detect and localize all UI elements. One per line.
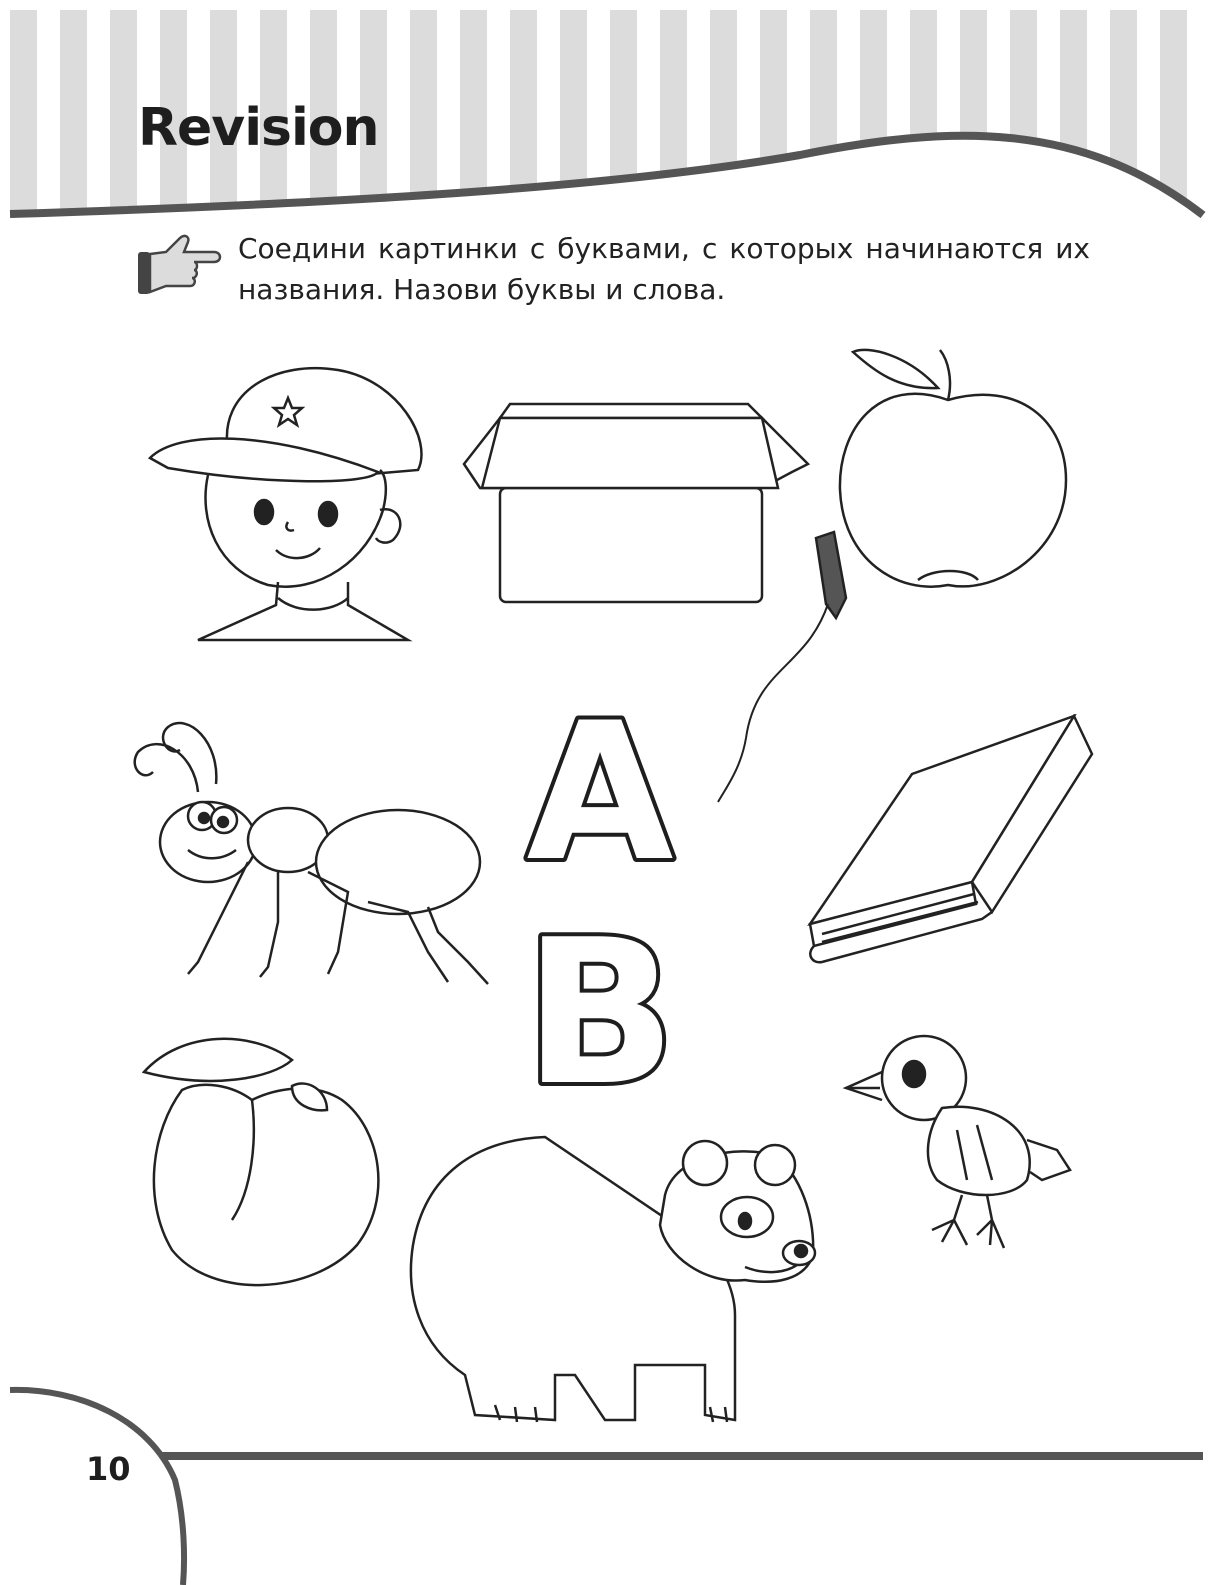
task-instruction: Соедини картинки с буквами, с которых начинаются их названия. Назови буквы и слова.: [238, 232, 1090, 306]
letter-b: B: [523, 900, 677, 1090]
letter-a: A: [526, 700, 674, 880]
letter-b-card: [515, 900, 685, 1090]
pointing-hand-icon: [136, 232, 222, 298]
letter-a-card: [515, 700, 685, 880]
peach-icon: [142, 1030, 390, 1292]
apple-icon: [838, 340, 1068, 595]
bear-icon: [405, 1135, 820, 1430]
book-icon: [802, 714, 1094, 966]
page-number: 10: [86, 1450, 131, 1488]
boy-in-cap-icon: [148, 360, 428, 642]
ant-icon: [128, 712, 493, 990]
page-title: Revision: [138, 98, 379, 158]
bird-icon: [842, 1030, 1072, 1252]
